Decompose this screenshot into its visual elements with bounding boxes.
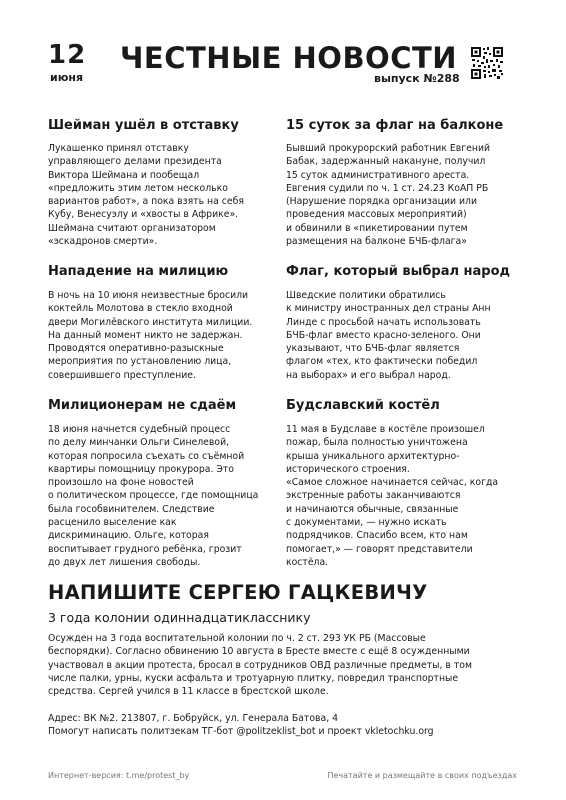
text-line: Бывший прокурорский работник Евгений <box>286 143 491 154</box>
text-line: В ночь на 10 июня неизвестные бросили <box>48 290 249 301</box>
text-line: (Нарушение порядка организации или <box>286 196 478 208</box>
text-line: Линде с просьбой начать использовать <box>286 316 481 328</box>
letter-title: НАПИШИТЕ СЕРГЕЮ ГАЦКЕВИЧУ <box>48 581 428 604</box>
text-line: управляющего делами президента <box>48 156 222 168</box>
article-body <box>286 142 524 248</box>
text-line: на выборах» и его выбрал народ. <box>286 369 451 381</box>
text-line: участвовал в акции протеста, бросал в сотрудников ОВД различные предметы, в том <box>48 659 472 671</box>
text-line: проведения массовых мероприятий) <box>286 209 467 221</box>
article-title: Нападение на милицию <box>48 264 229 279</box>
text-line: Кубу, Венесуэлу и «хвосты в Африке». <box>48 209 239 221</box>
text-line: «предложить этим летом несколько <box>48 182 228 194</box>
text-line: крыша уникального архитектурно- <box>286 450 460 462</box>
print-note: Печатайте и размещайте в своих подъездах <box>327 771 517 780</box>
letter-address-block <box>48 712 434 739</box>
article-body <box>286 423 524 569</box>
article-title: Милиционерам не сдаём <box>48 398 237 413</box>
letter-body <box>48 632 518 698</box>
article-title: Шейман ушёл в отставку <box>48 118 239 133</box>
text-line: «эскадронов смерти». <box>48 236 158 248</box>
text-line: и начинаются обычные, связанные <box>286 503 459 515</box>
online-version-link: Интернет-версия: t.me/protest_by <box>48 771 190 780</box>
text-line: к министру иностранных дел страны Анн <box>286 303 491 315</box>
help-note: Помогут написать политзекам ТГ-бот @politzeklist_bot и проект vkletochku.org <box>48 726 434 738</box>
text-line: экстренные работы заканчиваются <box>286 490 461 502</box>
text-line: которая попросила съехать со съёмной <box>48 450 245 462</box>
text-line: Осужден на 3 года воспитательной колонии по ч. 2 ст. 293 УК РБ (Массовые <box>48 633 426 644</box>
text-line: средства. Сергей учился в 11 классе в брестской школе. <box>48 686 329 698</box>
text-line: воспитывает грудного ребёнка, грозит <box>48 543 242 555</box>
text-line: по делу минчанки Ольги Синелевой, <box>48 437 230 449</box>
prison-address: Адрес: ВК №2. 213807, г. Бобруйск, ул. Генерала Батова, 4 <box>48 713 339 724</box>
text-line: Проводятся оперативно-разыскные <box>48 343 224 355</box>
text-line: вариантов работ», а пока взять на себя <box>48 196 244 208</box>
text-line: Бабак, задержанный накануне, получил <box>286 156 486 168</box>
text-line: На данный момент никто не задержан. <box>48 329 243 341</box>
text-line: мероприятия по установлению лица, <box>48 356 232 368</box>
text-line: квартиры помощницу прокурора. Это <box>48 463 234 475</box>
text-line: исторического строения. <box>286 463 410 475</box>
text-line: БЧБ-флаг вместо красно-зеленого. Они <box>286 329 481 341</box>
text-line: была гособвинителем. Следствие <box>48 503 215 515</box>
text-line: произошло на фоне новостей <box>48 477 194 489</box>
text-line: расценило выселение как <box>48 517 177 529</box>
article-body <box>48 289 286 382</box>
text-line: 15 суток административного ареста. <box>286 169 470 181</box>
masthead <box>48 40 518 88</box>
article-body <box>48 423 286 569</box>
text-line: костёла. <box>286 556 329 568</box>
text-line: совершившего преступление. <box>48 369 196 381</box>
text-line: 18 июня начнется судебный процесс <box>48 424 231 435</box>
text-line: «Самое сложное начинается сейчас, когда <box>286 477 499 489</box>
text-line: дискриминацию. Ольге, которая <box>48 530 209 542</box>
text-line: подрядчиков. Спасибо всем, кто нам <box>286 530 468 542</box>
article-title: 15 суток за флаг на балконе <box>286 118 504 133</box>
text-line: флагом «тех, кто фактически победил <box>286 356 478 368</box>
text-line: Лукашенко принял отставку <box>48 143 189 154</box>
text-line: 11 мая в Будславе в костёле произошел <box>286 424 485 435</box>
qr-code-icon <box>470 46 504 80</box>
article-title: Флаг, который выбрал народ <box>286 264 511 279</box>
text-line: пожар, была полностью уничтожена <box>286 437 468 449</box>
article-title: Будславский костёл <box>286 398 440 413</box>
text-line: размещения на балконе БЧБ-флага» <box>286 236 467 248</box>
text-line: Евгения судили по ч. 1 ст. 24.23 КоАП РБ <box>286 182 489 194</box>
text-line: Виктора Шеймана и пообещал <box>48 169 200 181</box>
text-line: и обвинили в «пикетировании путем <box>286 222 468 234</box>
text-line: беспорядки). Согласно обвинению 10 августа в Бресте вместе с ещё 8 осужденными <box>48 646 470 658</box>
text-line: помогает,» — говорят представители <box>286 543 473 555</box>
issue-number: выпуск №288 <box>374 72 460 85</box>
text-line: Шведские политики обратились <box>286 290 446 301</box>
text-line: числе палки, урны, куски асфальта и тротуарную плитку, повредил транспортные <box>48 672 459 684</box>
text-line: о политическом процессе, где помощница <box>48 490 259 502</box>
article-body <box>48 142 286 248</box>
issue-day: 12 <box>48 40 87 70</box>
newspaper-title: ЧЕСТНЫЕ НОВОСТИ <box>120 41 458 75</box>
issue-month: июня <box>50 71 84 84</box>
text-line: коктейль Молотова в стекло входной <box>48 303 233 315</box>
letter-subtitle: 3 года колонии одиннадцатикласснику <box>48 610 311 625</box>
article-body <box>286 289 524 382</box>
text-line: с документами, — нужно искать <box>286 517 447 529</box>
text-line: до двух лет лишения свободы. <box>48 556 201 568</box>
text-line: указывают, что БЧБ-флаг является <box>286 343 460 355</box>
text-line: двери Могилёвского института милиции. <box>48 316 253 328</box>
text-line: Шеймана считают организатором <box>48 222 216 234</box>
